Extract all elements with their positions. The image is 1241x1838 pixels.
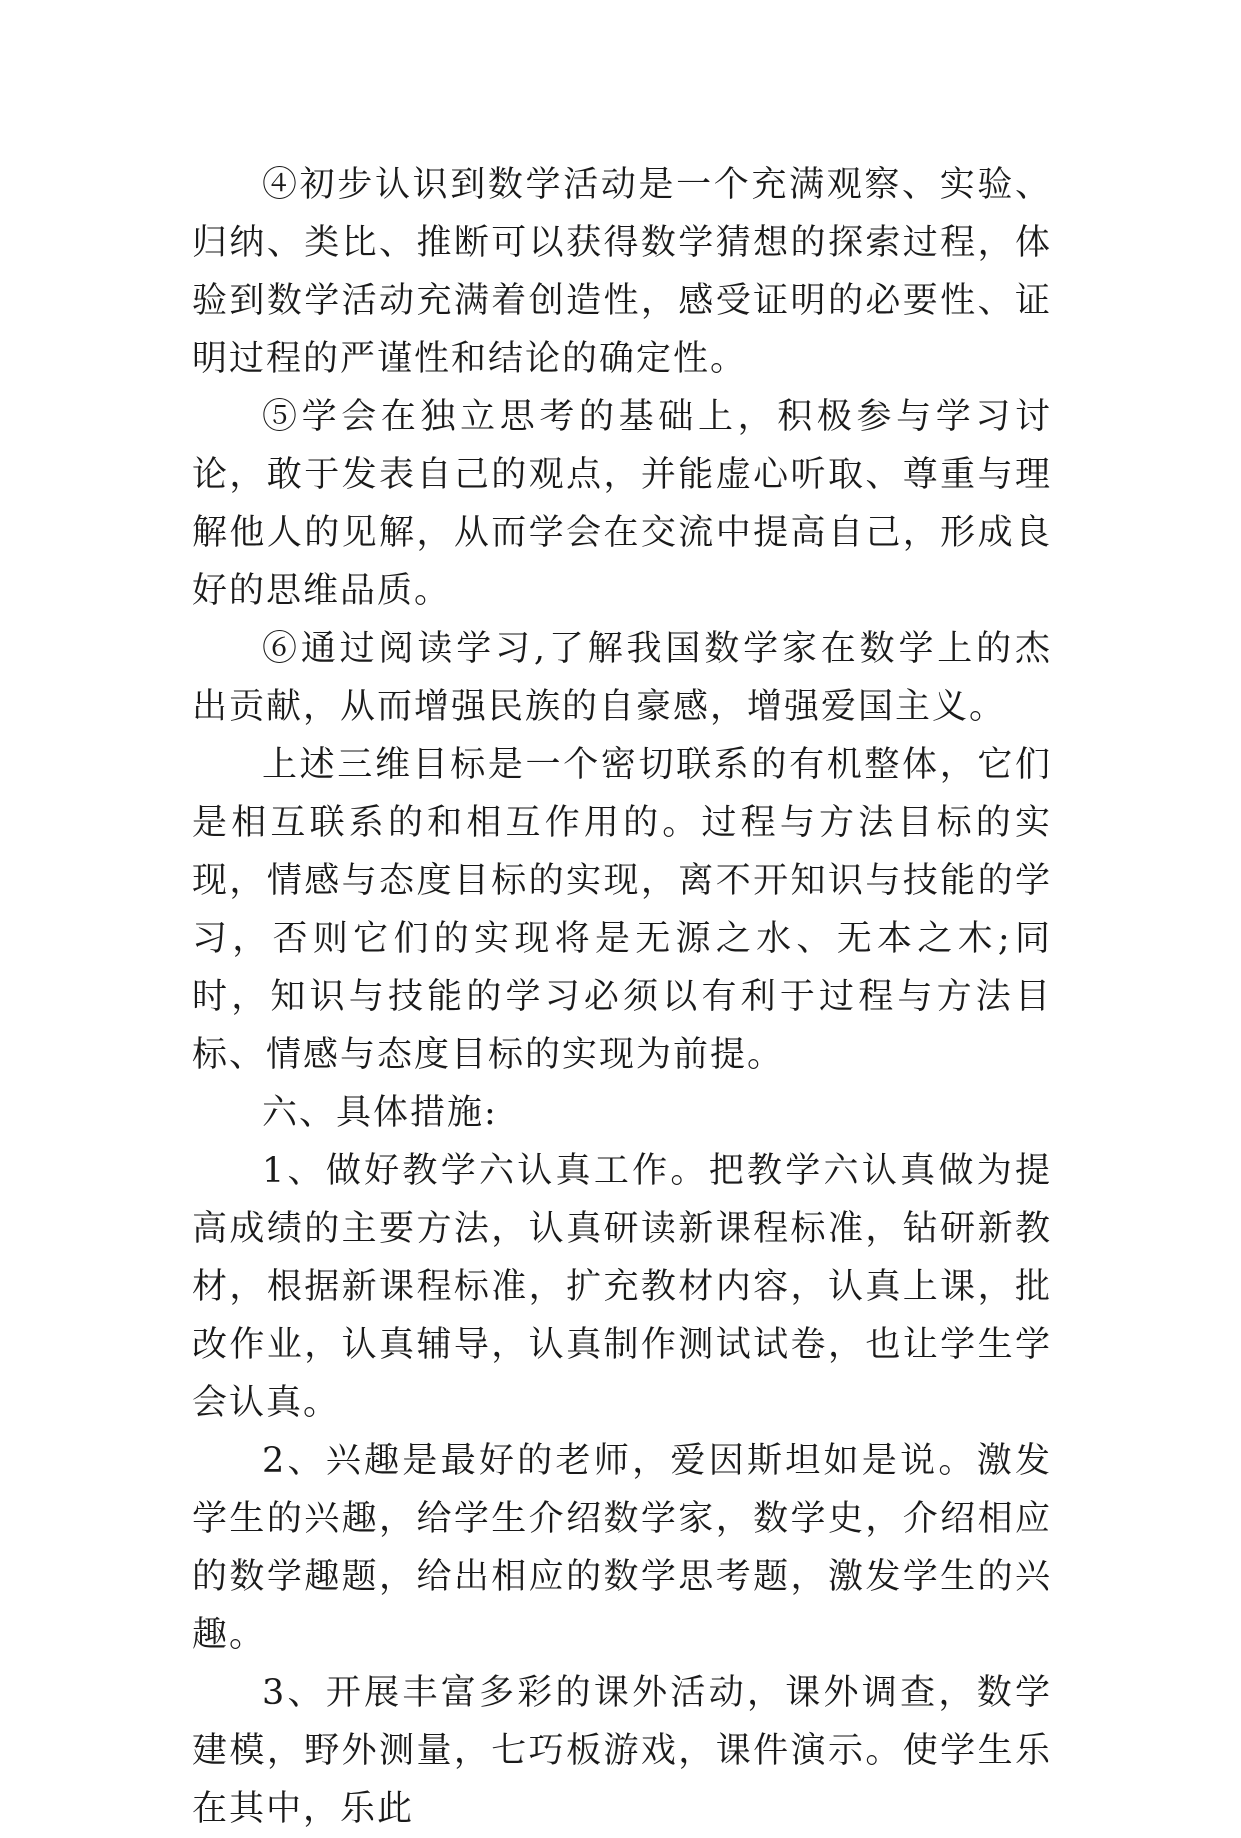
section-heading-measures: 六、具体措施: (262, 1093, 498, 1133)
paragraph-goal-5: ⑤学会在独立思考的基础上，积极参与学习讨论，敢于发表自己的观点，并能虚心听取、尊重与理解他人的见解，从而学会在交流中提高自己，形成良好的思维品质。 (192, 397, 1052, 611)
paragraph-measure-1: 1、做好教学六认真工作。把教学六认真做为提高成绩的主要方法，认真研读新课程标准，钻研新教材，根据新课程标准，扩充教材内容，认真上课，批改作业，认真辅导，认真制作测试试卷，也让学生学会认真。 (192, 1151, 1052, 1423)
paragraph-measure-2: 2、兴趣是最好的老师，爱因斯坦如是说。激发学生的兴趣，给学生介绍数学家，数学史，介绍相应的数学趣题，给出相应的数学思考题，激发学生的兴趣。 (192, 1441, 1052, 1655)
document-body (192, 156, 1052, 1838)
paragraph-goal-4: ④初步认识到数学活动是一个充满观察、实验、归纳、类比、推断可以获得数学猜想的探索过程，体验到数学活动充满着创造性，感受证明的必要性、证明过程的严谨性和结论的确定性。 (192, 165, 1052, 379)
paragraph-measure-3: 3、开展丰富多彩的课外活动，课外调查，数学建模，野外测量，七巧板游戏，课件演示。使学生乐在其中，乐此 (192, 1673, 1052, 1829)
paragraph-summary: 上述三维目标是一个密切联系的有机整体，它们是相互联系的和相互作用的。过程与方法目标的实现，情感与态度目标的实现，离不开知识与技能的学习，否则它们的实现将是无源之水、无本之木;同时，知识与技能的学习必须以有利于过程与方法目标、情感与态度目标的实现为前提。 (192, 745, 1052, 1075)
paragraph-goal-6: ⑥通过阅读学习,了解我国数学家在数学上的杰出贡献，从而增强民族的自豪感，增强爱国主义。 (192, 629, 1052, 727)
